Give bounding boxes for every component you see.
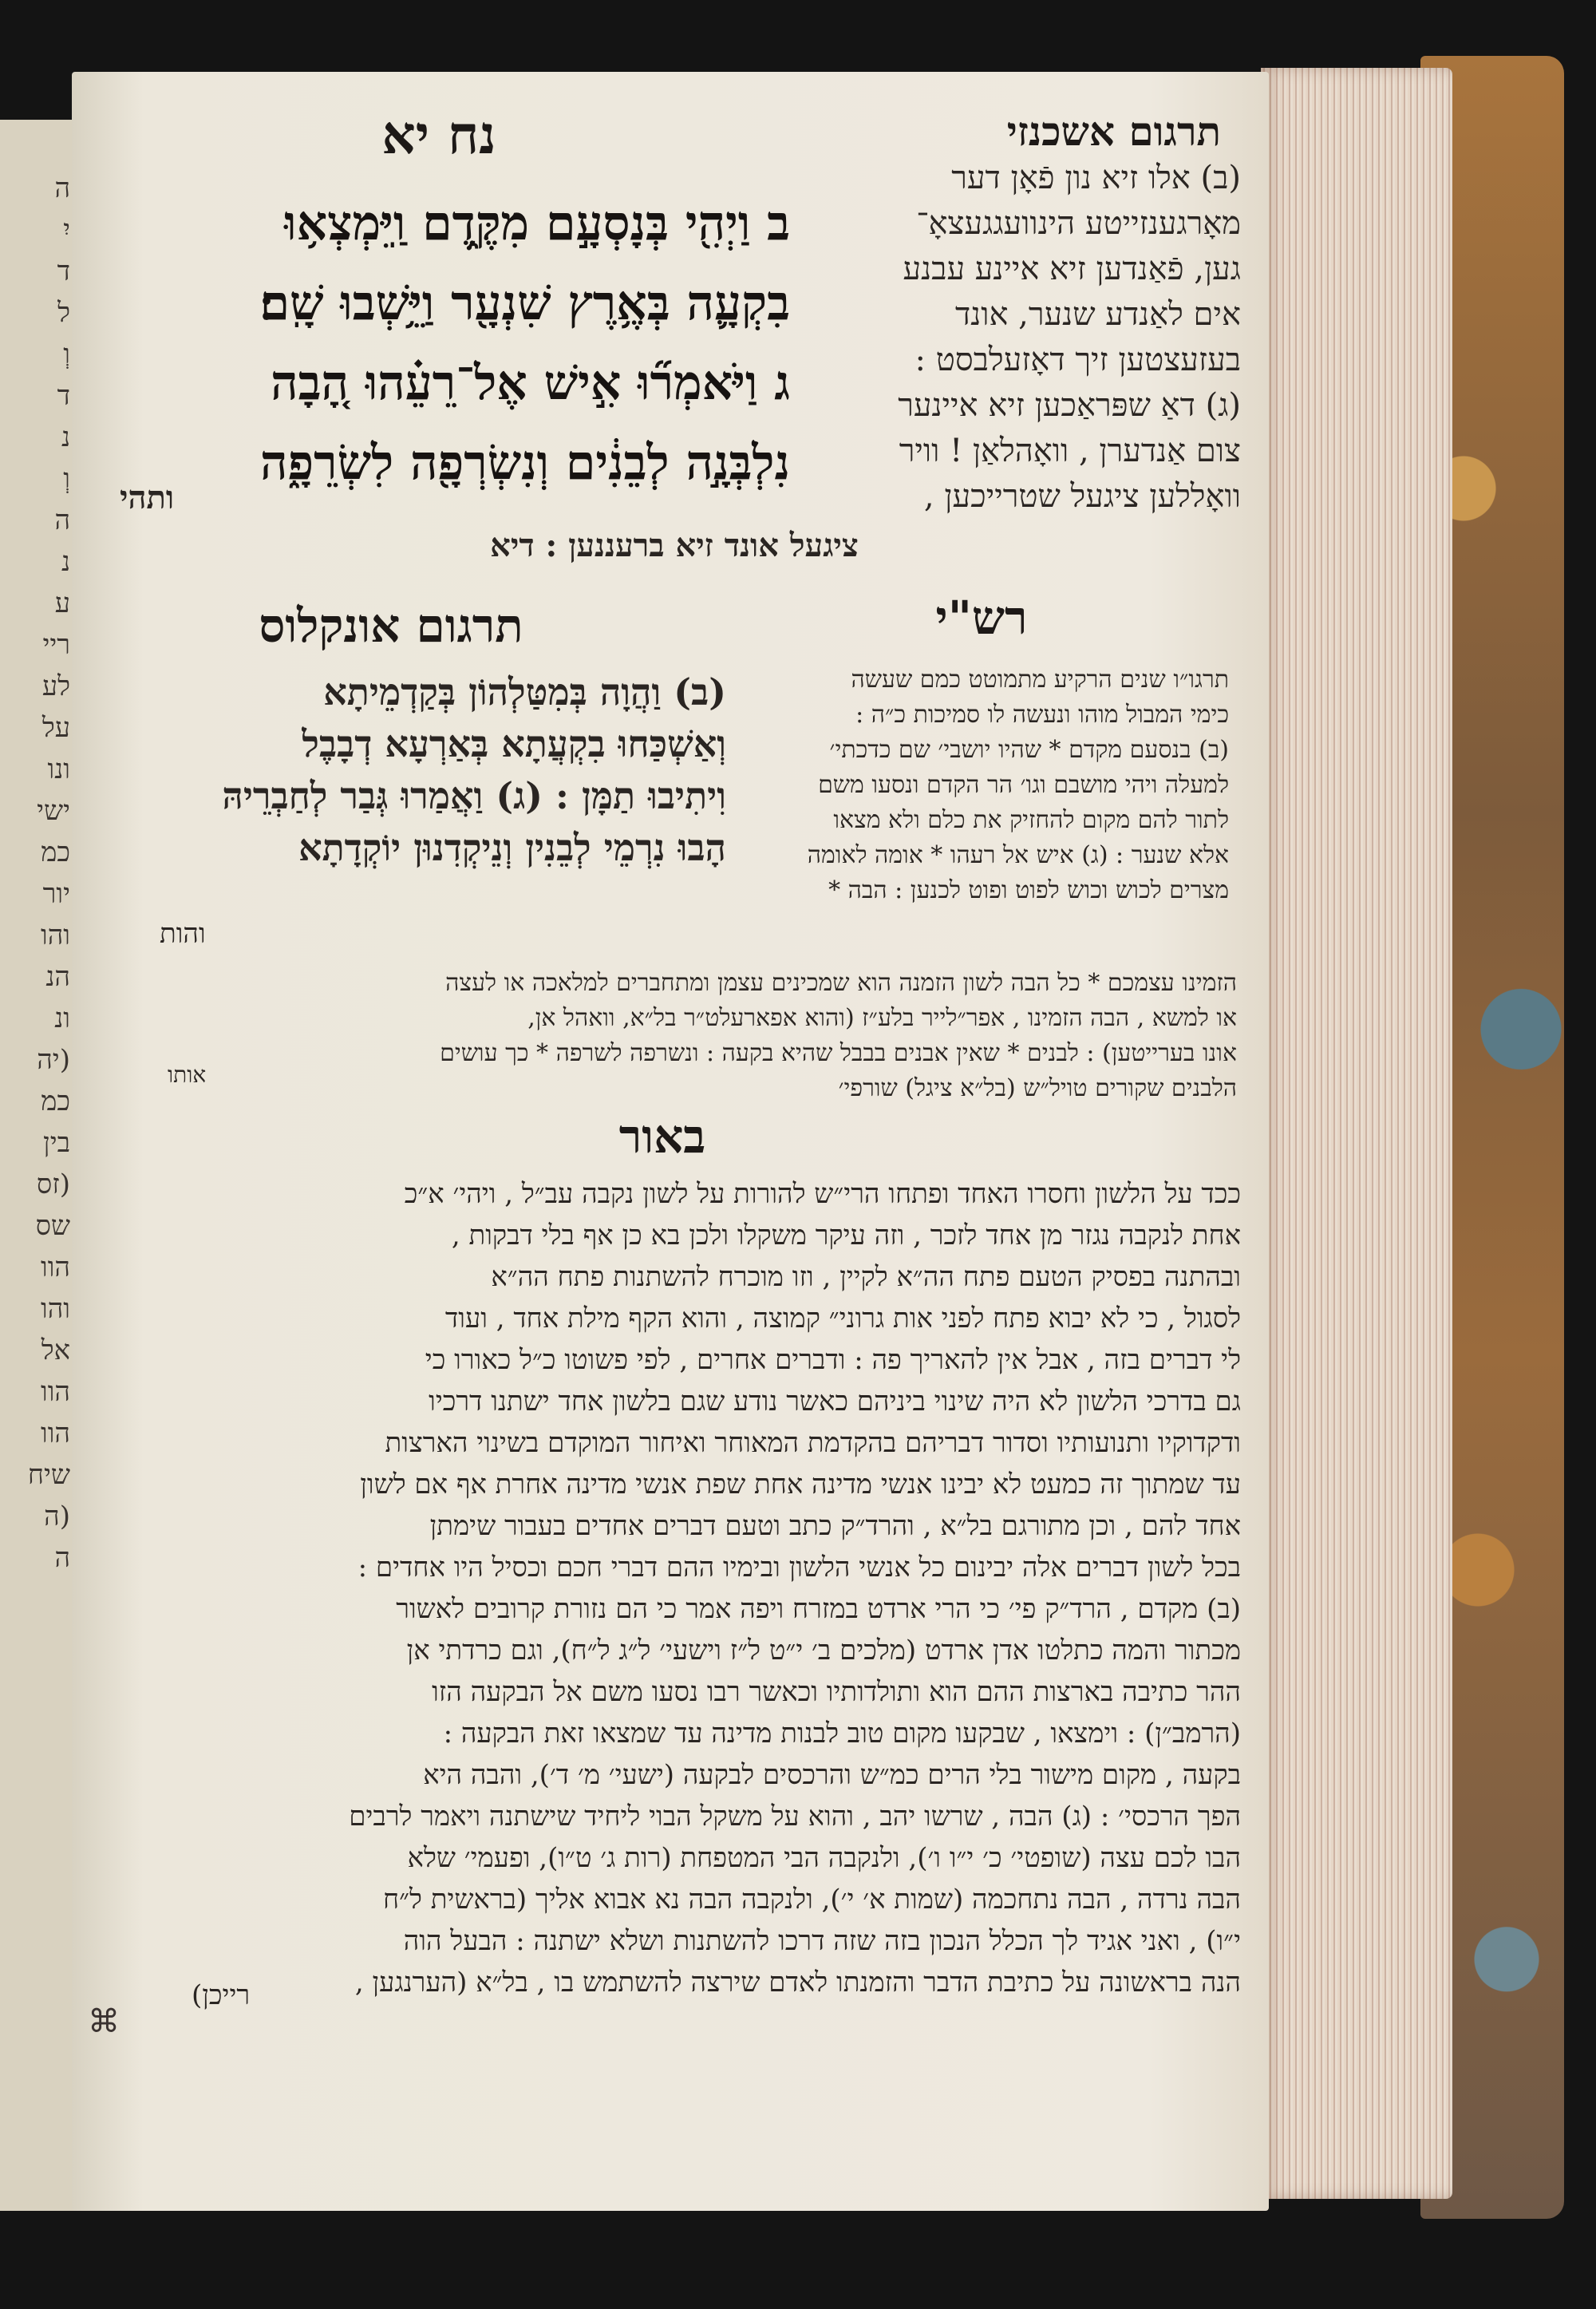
rashi-line: לתור להם מקום להחזיק את כלם ולא מצאו [833, 806, 1229, 834]
beur-catchword: רייכן) [192, 1979, 251, 2011]
beur-line: ההר כתיבה בארצות ההם הוא ותולדותיו וכאשר רבו נסעו משם אל הבקעה הזו [432, 1676, 1241, 1708]
facing-page-fragment: כמ [41, 836, 70, 868]
facing-page-fragment: נ [61, 421, 70, 453]
facing-page-fragment: ונו [47, 753, 70, 785]
rashi-line: (ב) בנסעם מקדם * שהיו יושבי׳ שם כדכתי׳ [829, 736, 1229, 764]
onkelos-line: הָבוּ נִרְמֵי לְבֵנִין וְנֵיקְדִנוּן יוֹקְדָתָא [298, 826, 726, 869]
beur-line: מכתור והמה כתלטו אדן ארדט (מלכים ב׳ י״ט ל״ז וישעי׳ ל״ג ל״ח), וגם כרדתי אן [406, 1635, 1241, 1667]
beur-heading: באור [618, 1109, 706, 1164]
facing-page-fragment: ונ [54, 1002, 70, 1034]
beur-line: הבו לכם עצה (שופטי׳ כ׳ י״ו ו׳), ולנקבה הבי המטפחת (רות ג׳ ט״ו), ופעמי׳ שלא [407, 1842, 1241, 1874]
rashi-line: או למשא , הבה הזמינו , אפר״לייר בלע״ז (והוא אפארעלט״ר בל״א, וואהל אן, [527, 1004, 1237, 1032]
verse-line: ב וַיְהִ֖י בְּנָסְעָ֣ם מִקֶּ֑דֶם וַֽיִּמְצְא֥וּ [284, 196, 790, 251]
beur-line: בכל לשון דברים אלה יבינום כל אנשי הלשון ובימיו ההם דברי חכם וכסיל היו אחדים : [358, 1552, 1241, 1583]
rashi-line: הלבנים שקורים טויל״ש (בל״א ציגל) שורפי׳ [838, 1074, 1237, 1102]
beur-line: לסגול , כי לא יבוא פתח לפני אות גרוני״ קמוצה , והוא הקף מילת אחד , ועוד [444, 1303, 1241, 1334]
translation-line: (ג) דאַ שפּראַכען זיא איינער [898, 387, 1241, 424]
rashi-line: אלא שנער : (ג) איש אל רעהו * אומה לאומה [807, 841, 1229, 869]
rashi-line: כימי המבול מוהו ונעשה לו סמיכות כ״ה : [855, 701, 1229, 729]
translation-line: מאָרגענזייטע הינוועגגעצאָ־ [916, 205, 1241, 242]
onkelos-line: וִיתִיבוּ תַמָּן : (ג) וַאֲמַרוּ גְּבַר לְחַבְרֵיהּ [222, 774, 726, 817]
rashi-line: למעלה ויהי מושבם וגו׳ הר הקדם ונסעו משם [818, 771, 1229, 799]
facing-page-fragment: נ [61, 546, 70, 578]
translation-line: (ב) אלו זיא נון פֿאָן דער [951, 160, 1241, 196]
facing-page-fragment: שיח [27, 1459, 70, 1491]
facing-page-fragment: הוו [41, 1417, 70, 1449]
beur-line: (הרמב״ן) : וימצאו , שבקעו מקום טוב לבנות מדינה עד שמצאו זאת הבקעה : [443, 1718, 1241, 1750]
facing-page-fragment: הנ [45, 961, 70, 993]
rashi-catchword: אותו [168, 1062, 207, 1088]
facing-page-fragment: וְ [63, 463, 70, 495]
facing-page-edge [0, 120, 78, 2211]
hebrew-verse-block [96, 184, 790, 503]
facing-page-fragment: על [41, 712, 70, 744]
facing-page-fragment: והו [41, 919, 70, 951]
beur-line: ובהתנה בפסיק הטעם פתח הה״א לקיין , וזו מוכרח להשתנות פתח הה״א [491, 1261, 1241, 1293]
beur-line: (ב) מקדם , הרד״ק פי׳ כי הרי ארדט במזרח ויפה אמר כי הם נזורת קרובים לאשור [396, 1593, 1241, 1625]
facing-page-fragment: אל [41, 1334, 70, 1366]
facing-page-fragment: ע [54, 587, 70, 619]
beur-line: הפך הרכסי׳ : (ג) הבה , שרשו יהב , והוא על משקל הבוי ליחיד שישתנה ויאמר לרבים [349, 1801, 1241, 1833]
facing-page-fragment: ה [54, 1542, 70, 1574]
beur-line: הנה בראשונה על כתיבת הדבר והזמנתו לאדם שירצה להשתמש בו , בל״א (הערנגען , [354, 1967, 1241, 1999]
running-header-title: תרגום אשכנזי [1006, 108, 1221, 155]
onkelos-line: וְאַשְׁכַּחוּ בִקְעֲתָא בְּאַרְעָא דְבָבֶל [302, 722, 726, 765]
facing-page-fragment: יור [42, 878, 70, 910]
translation-line: אים לאַנדע שנער, אונד [954, 296, 1241, 333]
beur-line: גם בדרכי הלשון לא היה שינוי ביניהם כאשר נודע שגם בלשון אחד ישתנו דרכיו [429, 1386, 1241, 1417]
book-page [72, 72, 1269, 2211]
onkelos-text [104, 666, 726, 874]
facing-page-fragment: (יה [37, 1044, 70, 1076]
facing-page-fragment: יִ [63, 214, 70, 246]
beur-line: עד שמתוך זה כמעט לא יבינו אנשי מדינה אחת שפת אנשי מדינה אחרת אף אם לשון [360, 1469, 1241, 1500]
rashi-line: מצרים לכוש וכוש לפוט ופוט לכנען : הבה * [828, 876, 1229, 904]
onkelos-catchword: והות [160, 918, 206, 950]
facing-page-fragment: (זס [36, 1168, 70, 1200]
translation-line: וואָללען ציגעל שטרייכען , [923, 478, 1241, 515]
verse-line: בִקְעָ֛ה בְּאֶ֥רֶץ שִׁנְעָ֖ר וַיֵּ֥שְׁבוּ שָֽׁם׃ [259, 275, 790, 331]
onkelos-line: (ב) וַהֲוָה בְּמִטַּלְהוֹן בְּקַדְמֵיתָא [323, 670, 726, 714]
beur-line: ככד על הלשון וחסרו האחד ופתחו הרי״ש להורות על לשון נקבה עב״ל , ויהי׳ א״כ [404, 1178, 1241, 1210]
beur-line: בקעה , מקום מישור בלי הרים כמ״ש והרכסים לבקעה (ישעי׳ מ׳ ד׳), והבה היא [423, 1759, 1241, 1791]
beur-line: ודקדוקיו ותנועותיו וסדור דבריהם בהקדמת המאוחר ואיחור המוקדם בשינוי הארצות [385, 1427, 1241, 1459]
rashi-line: אונו בערייטען) : לבנים * שאין אבנים בבבל שהיא בקעה : ונשרפה לשרפה * כך עושים [440, 1039, 1237, 1067]
facing-page-fragment: ה [54, 504, 70, 536]
beur-line: אחד להם , וכן מתורגם בל״א , והרד״ק כתב וטעם דברים אחדים בעבור שימתן [429, 1510, 1241, 1542]
beur-line: אחת לנקבה נגזר מן אחד לזכר , וזה עיקר משקלו ולכן בא כן אף בלי דבקות , [451, 1220, 1241, 1251]
beur-line: לי דברים בזה , אבל אין להאריך פה : ודברים אחרים , לפי פשוטו כ״ל כאורו כי [425, 1344, 1241, 1376]
facing-page-fragment: ה [54, 172, 70, 204]
beur-line: הבה נרדה , הבה נתחכמה (שמות א׳ י׳), ולנקבה הבה נא אבוא אליך (בראשית ל״ח [382, 1884, 1241, 1916]
beur-text [108, 1173, 1241, 2003]
rashi-heading: רש"י [935, 591, 1028, 645]
facing-page-fragment: וְ [63, 338, 70, 370]
facing-page-fragment: לע [41, 670, 70, 702]
facing-page-text-fragments [6, 168, 70, 1579]
facing-page-fragment: בין [43, 1127, 70, 1159]
translation-line: בעזעצטען זיך דאָזעלבסט : [915, 342, 1241, 378]
translation-tail-line: ציגעל אונד זיא ברעננען : דיא [490, 527, 859, 564]
beur-line: י״ו) , ואני אגיד לך הכלל הנכון בזה שזה דרכו להשתנות ושלא ישתנה : הבעל הוה [403, 1925, 1241, 1957]
running-header-parashah: נח יא [381, 104, 496, 166]
facing-page-fragment: ריי [42, 629, 70, 661]
onkelos-heading: תרגום אונקלוס [259, 599, 523, 653]
translation-line: גען, פֿאַנדען זיא איינע עבנע [903, 251, 1241, 287]
facing-page-fragment: (ה [44, 1500, 70, 1532]
facing-page-fragment: והו [41, 1293, 70, 1325]
facing-page-fragment: הוו [41, 1251, 70, 1283]
verse-line: נִלְבְּנָ֣ה לְבֵנִ֔ים וְנִשְׂרְפָ֖ה לִשְׂרֵפָ֑ה [260, 435, 790, 491]
facing-page-fragment: כמ [41, 1085, 70, 1117]
verse-catchword: ותהי [120, 479, 175, 516]
facing-page-fragment: ל [57, 297, 70, 329]
facing-page-fragment: הוו [41, 1376, 70, 1408]
rashi-text [702, 662, 1229, 908]
signature-mark-icon: ⌘ [88, 2003, 120, 2040]
translation-line: צום אַנדערן , וואָהלאַן ! וויר [899, 433, 1241, 469]
facing-page-fragment: ד [57, 255, 70, 287]
verse-line: ג וַיֹּאמְר֞וּ אִ֣ישׁ אֶל־רֵעֵ֗הוּ הָ֚בָה [271, 355, 790, 411]
facing-page-fragment: ישי [37, 795, 70, 827]
rashi-line: תרגו״ו שנים הרקיע מתמוטט כמם שעשה [851, 666, 1229, 694]
german-translation-block [794, 156, 1241, 520]
rashi-line: הזמינו עצמכם * כל הבה לשון הזמנה הוא שמכינים עצמן ומתחברים למלאכה או לעצה [445, 969, 1237, 997]
facing-page-fragment: שס [35, 1210, 70, 1242]
facing-page-fragment: ד [57, 380, 70, 412]
page-edges [1261, 68, 1452, 2199]
